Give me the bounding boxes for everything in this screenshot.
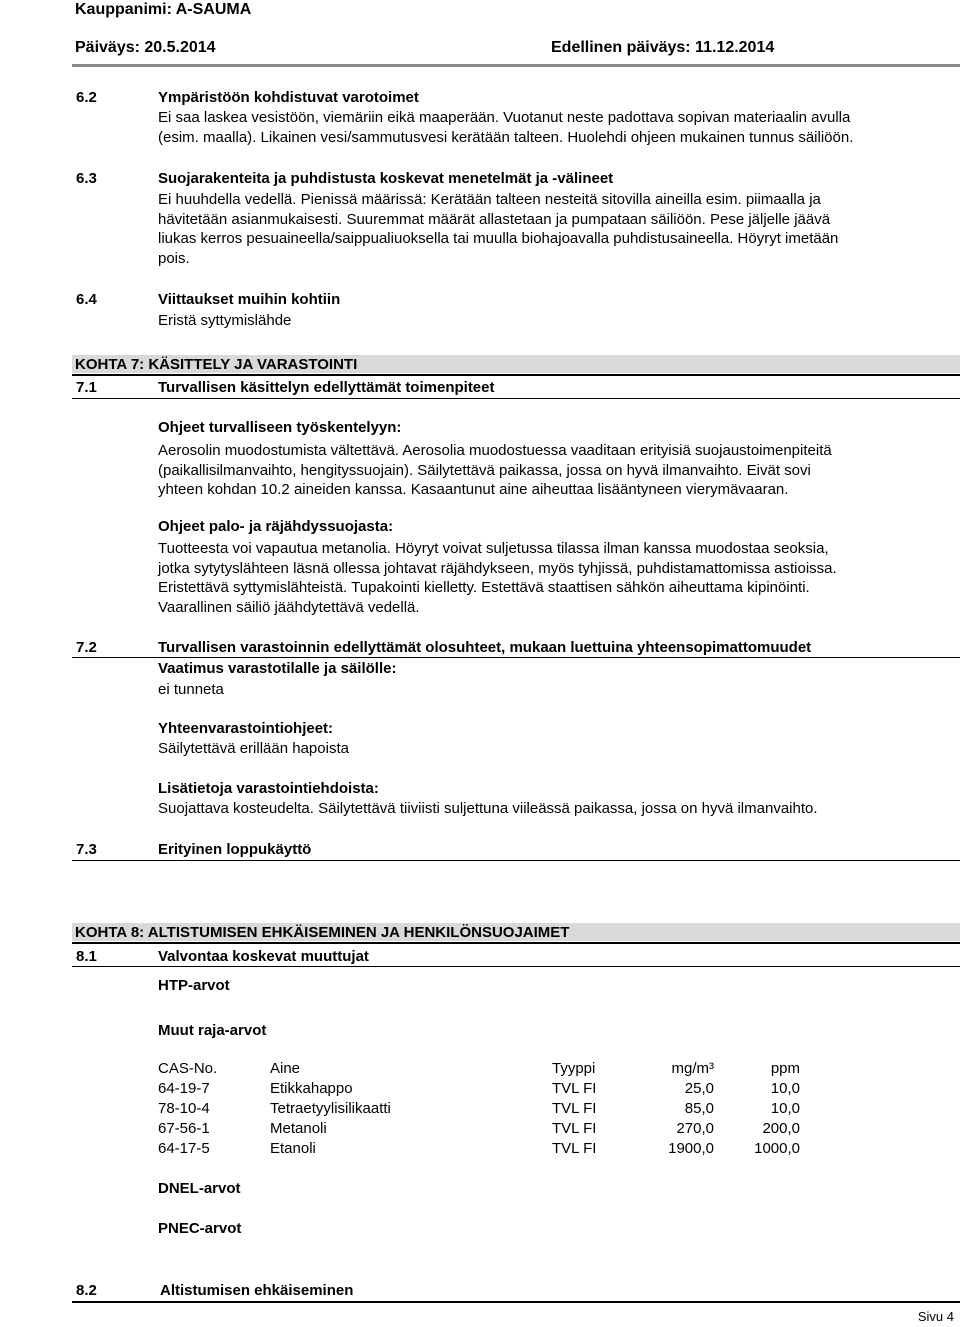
cell-substance: Etanoli — [270, 1140, 316, 1157]
header-mgm3: mg/m³ — [671, 1060, 714, 1077]
cell-mgm3: 25,0 — [684, 1080, 714, 1097]
section-8-rule — [72, 942, 960, 944]
cell-ppm: 10,0 — [770, 1100, 800, 1117]
section-6-3-title: Suojarakenteita ja puhdistusta koskevat menetelmät ja -välineet — [158, 170, 614, 187]
section-7-3-rule — [72, 860, 960, 861]
storage-info-text: Suojattava kosteudelta. Säilytettävä tiiviisti suljettuna viileässä paikassa, jossa on hyvä ilmanvaihto. — [158, 800, 818, 817]
section-7-2-rule — [72, 657, 960, 658]
text-line: (esim. maalla). Likainen vesi/sammutusvesi kerätään talteen. Huolehdi ohjeen mukainen tunnus säiliöön. — [158, 128, 854, 146]
section-7-1-number: 7.1 — [76, 379, 97, 396]
table-row — [158, 1079, 800, 1099]
cell-mgm3: 270,0 — [676, 1120, 714, 1137]
safe-handling-text — [158, 441, 958, 500]
co-storage-text: Säilytettävä erillään hapoista — [158, 740, 349, 757]
text-line: liukas kerros pesuaineella/saippualiuoksella tai muulla biohajoavalla puhdistusaineella. Höyryt imetään — [158, 230, 839, 247]
section-8-1-number: 8.1 — [76, 948, 97, 965]
text-line: (paikallisilmanvaihto, hengityssuojain). Säilytettävä paikassa, jossa on hyvä ilmanvaihto. Eivät sovi — [158, 461, 811, 479]
section-8-1-rule — [72, 966, 960, 967]
exposure-limits-table — [158, 1059, 800, 1159]
table-row — [158, 1139, 800, 1159]
cell-substance: Tetraetyylisilikaatti — [270, 1100, 391, 1117]
section-7-3-title: Erityinen loppukäyttö — [158, 841, 312, 858]
text-line: Aerosolin muodostumista vältettävä. Aerosolia muodostuessa vaaditaan erityisiä suojaustoimenpiteitä — [158, 442, 832, 459]
text-line: yhteen kohdan 10.2 aineiden kanssa. Kasaantunut aine aiheuttaa lisääntyneen vierymävaaran. — [158, 481, 789, 498]
section-7-1-rule — [72, 398, 960, 399]
text-line: Ei saa laskea vesistöön, viemäriin eikä maaperään. Vuotanut neste padottava sopivan materiaalin avulla — [158, 109, 851, 126]
cell-cas: 64-19-7 — [158, 1080, 210, 1097]
text-line: pois. — [158, 249, 190, 267]
section-6-2-number: 6.2 — [76, 89, 97, 106]
fire-protection-title: Ohjeet palo- ja räjähdyssuojasta: — [158, 518, 394, 535]
cell-ppm: 1000,0 — [754, 1140, 800, 1157]
header-divider — [72, 64, 960, 67]
section-8-2-number: 8.2 — [76, 1282, 97, 1299]
cell-mgm3: 85,0 — [684, 1100, 714, 1117]
text-line: Eristettävä syttymislähteistä. Tupakointi kielletty. Estettävä staattisen sähkön aiheuttama kipinöinti. — [158, 579, 810, 596]
page-number: Sivu 4 — [917, 1309, 954, 1324]
section-6-3-number: 6.3 — [76, 170, 97, 187]
cell-type: TVL FI — [552, 1100, 597, 1117]
storage-info-title: Lisätietoja varastointiehdoista: — [158, 780, 379, 797]
cell-type: TVL FI — [552, 1140, 597, 1157]
storage-requirements-text: ei tunneta — [158, 681, 224, 698]
section-6-3-text — [158, 190, 958, 268]
cell-substance: Metanoli — [270, 1120, 327, 1137]
section-7-2-title: Turvallisen varastoinnin edellyttämät olosuhteet, mukaan luettuina yhteensopimattomuudet — [158, 639, 812, 656]
fire-protection-text — [158, 539, 958, 617]
revision-date: Päiväys: 20.5.2014 — [75, 39, 216, 56]
htp-values-title: HTP-arvot — [158, 977, 230, 994]
section-7-2-number: 7.2 — [76, 639, 97, 656]
cell-cas: 78-10-4 — [158, 1100, 210, 1117]
cell-type: TVL FI — [552, 1120, 597, 1137]
other-limits-title: Muut raja-arvot — [158, 1022, 267, 1039]
section-6-4-text: Eristä syttymislähde — [158, 312, 292, 329]
cell-ppm: 200,0 — [762, 1120, 800, 1137]
text-line: Tuotteesta voi vapautua metanolia. Höyryt voivat suljetussa tilassa ilman kanssa muodostaa seoksia, — [158, 540, 829, 557]
footer-rule — [72, 1301, 960, 1303]
cell-ppm: 10,0 — [770, 1080, 800, 1097]
table-row — [158, 1099, 800, 1119]
section-8-2-title: Altistumisen ehkäiseminen — [160, 1282, 354, 1299]
table-row — [158, 1119, 800, 1139]
section-7-3-number: 7.3 — [76, 841, 97, 858]
section-6-2-text — [158, 108, 958, 147]
section-7-1-title: Turvallisen käsittelyn edellyttämät toimenpiteet — [158, 379, 495, 396]
previous-date: Edellinen päiväys: 11.12.2014 — [551, 39, 775, 56]
co-storage-title: Yhteenvarastointiohjeet: — [158, 720, 334, 737]
header-substance: Aine — [270, 1060, 301, 1077]
section-7-title: KOHTA 7: KÄSITTELY JA VARASTOINTI — [75, 356, 358, 373]
dnel-values-title: DNEL-arvot — [158, 1180, 241, 1197]
section-7-rule — [72, 374, 960, 376]
section-8-title: KOHTA 8: ALTISTUMISEN EHKÄISEMINEN JA HENKILÖNSUOJAIMET — [75, 924, 570, 941]
pnec-values-title: PNEC-arvot — [158, 1220, 242, 1237]
text-line: Vaarallinen säiliö jäähdytettävä vedellä. — [158, 598, 420, 616]
section-6-4-title: Viittaukset muihin kohtiin — [158, 291, 341, 308]
section-6-4-number: 6.4 — [76, 291, 97, 308]
cell-cas: 64-17-5 — [158, 1140, 210, 1157]
header-cas: CAS-No. — [158, 1060, 218, 1077]
section-8-1-title: Valvontaa koskevat muuttujat — [158, 948, 369, 965]
storage-requirements-title: Vaatimus varastotilalle ja säilölle: — [158, 660, 397, 677]
trade-name: Kauppanimi: A-SAUMA — [75, 1, 252, 18]
header-ppm: ppm — [770, 1060, 800, 1077]
text-line: Ei huuhdella vedellä. Pienissä määrissä: Kerätään talteen nesteitä sitovilla aineilla esim. piimaalla ja — [158, 191, 821, 208]
cell-substance: Etikkahappo — [270, 1080, 353, 1097]
cell-type: TVL FI — [552, 1080, 597, 1097]
header-type: Tyyppi — [552, 1060, 596, 1077]
table-header-row — [158, 1059, 800, 1079]
text-line: jotka sytytyslähteen läsnä ollessa johtavat räjähdykseen, myös tyhjissä, puhdistamattomissa astioissa. — [158, 559, 837, 577]
safe-handling-title: Ohjeet turvalliseen työskentelyyn: — [158, 419, 402, 436]
section-6-2-title: Ympäristöön kohdistuvat varotoimet — [158, 89, 419, 106]
text-line: hävitetään asianmukaisesti. Suuremmat määrät allastetaan ja pumpataan säiliöön. Pese jäljelle jäävä — [158, 210, 831, 228]
cell-cas: 67-56-1 — [158, 1120, 210, 1137]
cell-mgm3: 1900,0 — [668, 1140, 714, 1157]
